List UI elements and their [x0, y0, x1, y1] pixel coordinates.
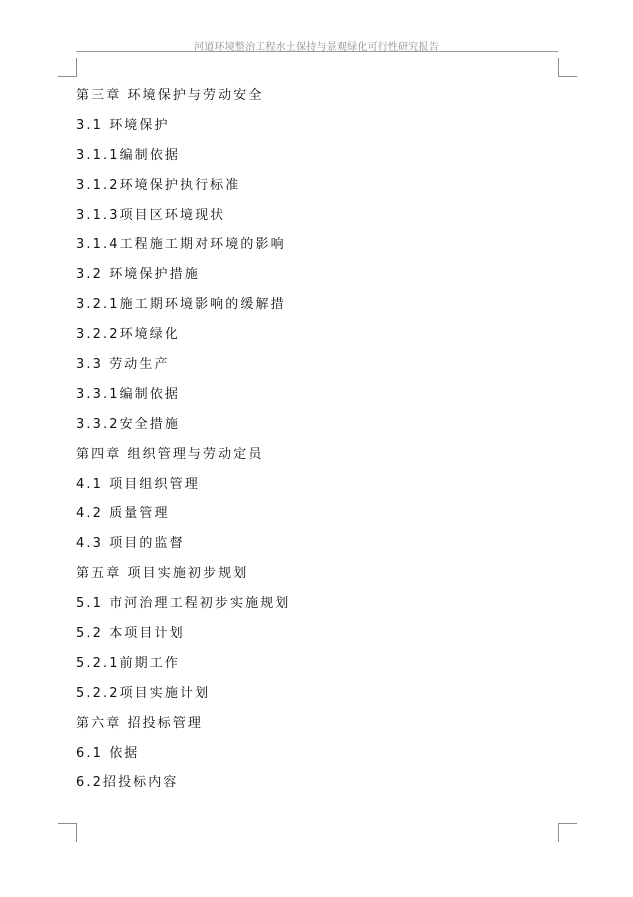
toc-entry: 4.3 项目的监督: [76, 536, 185, 552]
crop-mark-bottom-left: [58, 823, 77, 842]
toc-entry: 3.2.2环境绿化: [76, 327, 180, 343]
page-header-title: 河道环境整治工程水土保持与景观绿化可行性研究报告: [194, 42, 439, 53]
toc-entry: 3.1 环境保护: [76, 117, 170, 133]
toc-entry: 3.3.2安全措施: [76, 416, 180, 432]
crop-mark-top-left: [58, 58, 77, 77]
header-rule: [76, 51, 558, 52]
toc-entry: 3.1.1编制依据: [76, 147, 180, 163]
toc-entry: 5.2.1前期工作: [76, 655, 180, 671]
toc-entry: 5.1 市河治理工程初步实施规划: [76, 596, 291, 612]
toc-entry: 3.3.1编制依据: [76, 386, 180, 402]
toc-entry: 6.1 依据: [76, 745, 140, 761]
toc-entry: 3.1.3项目区环境现状: [76, 207, 226, 223]
toc-entry: 3.2 环境保护措施: [76, 267, 200, 283]
toc-entry: 3.2.1施工期环境影响的缓解措: [76, 297, 286, 313]
toc-entry: 6.2招投标内容: [76, 775, 179, 791]
toc-entry: 5.2.2项目实施计划: [76, 685, 211, 701]
toc-entry: 3.3 劳动生产: [76, 357, 170, 373]
toc-entry: 4.2 质量管理: [76, 506, 170, 522]
toc-entry: 第五章 项目实施初步规划: [76, 566, 249, 582]
toc-entry: 4.1 项目组织管理: [76, 476, 200, 492]
table-of-contents: [76, 84, 556, 801]
crop-mark-top-right: [558, 58, 577, 77]
toc-entry: 5.2 本项目计划: [76, 626, 185, 642]
toc-entry: 第三章 环境保护与劳动安全: [76, 88, 264, 103]
crop-mark-bottom-right: [558, 823, 577, 842]
toc-entry: 第六章 招投标管理: [76, 715, 204, 731]
toc-entry: 3.1.2环境保护执行标准: [76, 177, 241, 193]
toc-entry: 3.1.4工程施工期对环境的影响: [76, 237, 286, 253]
toc-entry: 第四章 组织管理与劳动定员: [76, 446, 264, 462]
